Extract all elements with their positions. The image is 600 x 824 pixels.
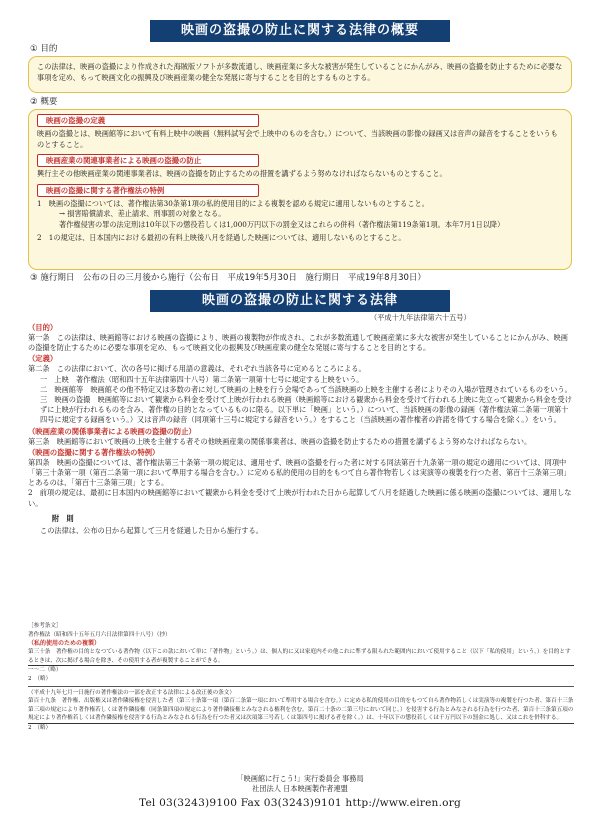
effective-date: ③ 施行期日 公布の日の三月後から施行（公布日 平成19年5月30日 施行期日 平成19年8月30日） [30, 273, 426, 283]
heading-prevention: （映画産業の関係事業者による映画の盗撮の防止） [28, 426, 196, 436]
supplementary-text: この法律は、公布の日から起算して三月を経過した日から施行する。 [40, 526, 263, 536]
heading-special-rule: （映画の盗撮に関する著作権法の特例） [28, 447, 160, 457]
law-title: 映画の盗撮の防止に関する法律 [150, 290, 450, 312]
definition-text: 映画の盗撮とは、映画館等において有料上映中の映画（無料試写会で上映中のものを含む。）について、当該映画の影像の録画又は音声の録音をすることをいうものとすること。 [37, 129, 558, 149]
special-rule-2: 2 1の規定は、日本国内における最初の有料上映後八月を経過した映画については、適用しないものとすること。 [37, 232, 406, 242]
article-2-item-1: 一 上映 著作権法（昭和四十五年法律第四十八号）第二条第一項第十七号に規定する上映をいう。 [40, 374, 364, 384]
heading-definition: （定義） [28, 354, 58, 364]
law-number: （平成十九年法律第六十五号） [370, 313, 471, 322]
article-4-paragraph-2: 2 前項の規定は、最初に日本国内の映画館等において観衆から料金を受けて上映が行われた日から起算して八月を経過した映画に係る映画の盗撮については、適用しない。 [28, 488, 572, 508]
heading-private-use: （私的使用のための複製） [28, 640, 101, 648]
supplementary-heading: 附 則 [52, 513, 74, 523]
footer [0, 774, 600, 811]
purpose-box [28, 56, 572, 93]
prevention-text: 興行主その他映画産業の関連事業者は、映画の盗撮を防止するための措置を講ずるよう努めなければならないものとすること。 [37, 169, 447, 179]
special-rule-1a: → 損害賠償請求、差止請求、刑事罰の対象となる。 [59, 209, 226, 219]
purpose-text: この法律は、映画の盗撮により作成された海賊版ソフトが多数流通し、映画産業に多大な被害が発生していることにかんがみ、映画の盗撮を防止するために必要な事項を定め、もって映画文化の振興及び映画産業の健全な発展に寄与することを目的とするものとする。 [37, 62, 563, 82]
article-3: 第三条 映画館等において映画の上映を主催する者その他映画産業の関係事業者は、映画の盗撮を防止するための措置を講ずるよう努めなければならない。 [28, 436, 532, 446]
article-2-item-3: 三 映画の盗撮 映画館等において観衆から料金を受けて上映が行われる映画（映画館等における観衆から料金を受けて行われる上映に先立って観衆から料金を受けずに上映が行われるものを含み、著作権の目的となっているものに限る。以下単に「映画」という。）について、当該映画の影像の録画（著作権法第二条第一項第十四号に規定する録画をいう。）又は音声の録音（同項第十三号に規定する録音をいう。）をすること（当該映画の著作権者の許諾を得てする場合を除く。）をいう。 [40, 395, 572, 425]
heading-purpose: （目的） [28, 323, 58, 332]
reference-law-name: 著作権法（昭和四十五年五月六日法律第四十八号）（抄） [28, 631, 171, 638]
article-30-items: 一〜二（略） [28, 667, 62, 674]
divider [28, 686, 574, 687]
article-2: 第二条 この法律において、次の各号に掲げる用語の意義は、それぞれ当該各号に定めるところによる。 [28, 364, 366, 374]
article-1: 第一条 この法律は、映画館等における映画の盗撮により、映画の複製物が作成され、これが多数流通して映画産業に多大な被害が発生していることにかんがみ、映画の盗撮を防止するために必要な事項を定め、もって映画文化の振興及び映画産業の健全な発展に寄与することを目的とする。 [28, 333, 568, 353]
footer-committee: 「映画館に行こう!」実行委員会 事務局 [236, 774, 364, 783]
footer-organization: 社団法人 日本映画製作者連盟 [252, 784, 348, 793]
footer-contact: Tel 03(3243)9100 Fax 03(3243)9101 http://www.eiren.org [139, 797, 461, 809]
article-4: 第四条 映画の盗撮については、著作権法第三十条第一項の規定は、適用せず、映画の盗撮を行った者に対する同法第百十九条第一項の規定の適用については、同項中「第三十条第一項（第百二条第一項において準用する場合を含む。）に定める私的使用の目的をもつて自ら著作物若しくは実演等の複製を行つた者、第百十三条第三項」とあるのは、「第百十三条第三項」とする。 [28, 457, 571, 488]
reference-heading: ［参考条文］ [28, 623, 62, 629]
article-119: 第百十九条 著作権、出版権又は著作隣接権を侵害した者（第三十条第一項（第百二条第一項において準用する場合を含む。）に定める私的使用の目的をもつて自ら著作物若しくは実演等の複製を行つた者、第百十三条第三項の規定により著作権若しくは著作隣接権（同条第四項の規定により著作隣接権とみなされる権利を含む。第百二十条の二第三号において同じ。）を侵害する行為とみなされる行為を行つた者、第百十三条第五項の規定により著作権若しくは著作隣接権を侵害する行為とみなされる行為を行つた者又は次項第三号若しくは第四号に掲げる者を除く。）は、十年以下の懲役若しくは千万円以下の罰金に処し、又はこれを併科する。 [28, 697, 574, 724]
summary-box [28, 109, 572, 270]
special-rule-1: 1 映画の盗撮については、著作権法第30条第1項の私的使用目的による複製を認める規定に適用しないものとすること。 [37, 198, 429, 208]
revision-title: （平成十九年七月一日施行の著作権法の一部を改正する法律による改正後の条文） [28, 689, 235, 696]
article-119-paragraph-2: 2 （略） [28, 724, 52, 731]
reference-section [28, 622, 574, 733]
section-purpose-label: ① 目的 [30, 44, 58, 54]
tag-prevention: 映画産業の関連事業者による映画の盗撮の防止 [37, 154, 259, 167]
overview-title: 映画の盗撮の防止に関する法律の概要 [150, 20, 450, 42]
law-body [28, 322, 574, 536]
tag-special-rule: 映画の盗撮に関する著作権法の特例 [37, 184, 259, 197]
article-2-item-2: 二 映画館等 映画館その他不特定又は多数の者に対して映画の上映を行う会場であって当該映画の上映を主催する者によりその入場が管理されているものをいう。 [40, 384, 572, 394]
section-summary-label: ② 概要 [30, 97, 58, 107]
article-30: 第三十条 著作権の目的となつている著作物（以下この款において単に「著作物」という。）は、個人的に又は家庭内その他これに準ずる限られた範囲内において使用すること（以下「私的使用」という。）を目的とするときは、次に掲げる場合を除き、その使用する者が複製することができる。 [28, 648, 574, 666]
special-rule-1b: 著作権侵害の罪の法定刑は10年以下の懲役若しくは1,000万円以下の罰金又はこれらの併科（著作権法第119条第1項。本年7月1日以降） [59, 219, 505, 229]
article-30-paragraph-2: 2 （略） [28, 675, 52, 682]
tag-definition: 映画の盗撮の定義 [37, 114, 259, 127]
